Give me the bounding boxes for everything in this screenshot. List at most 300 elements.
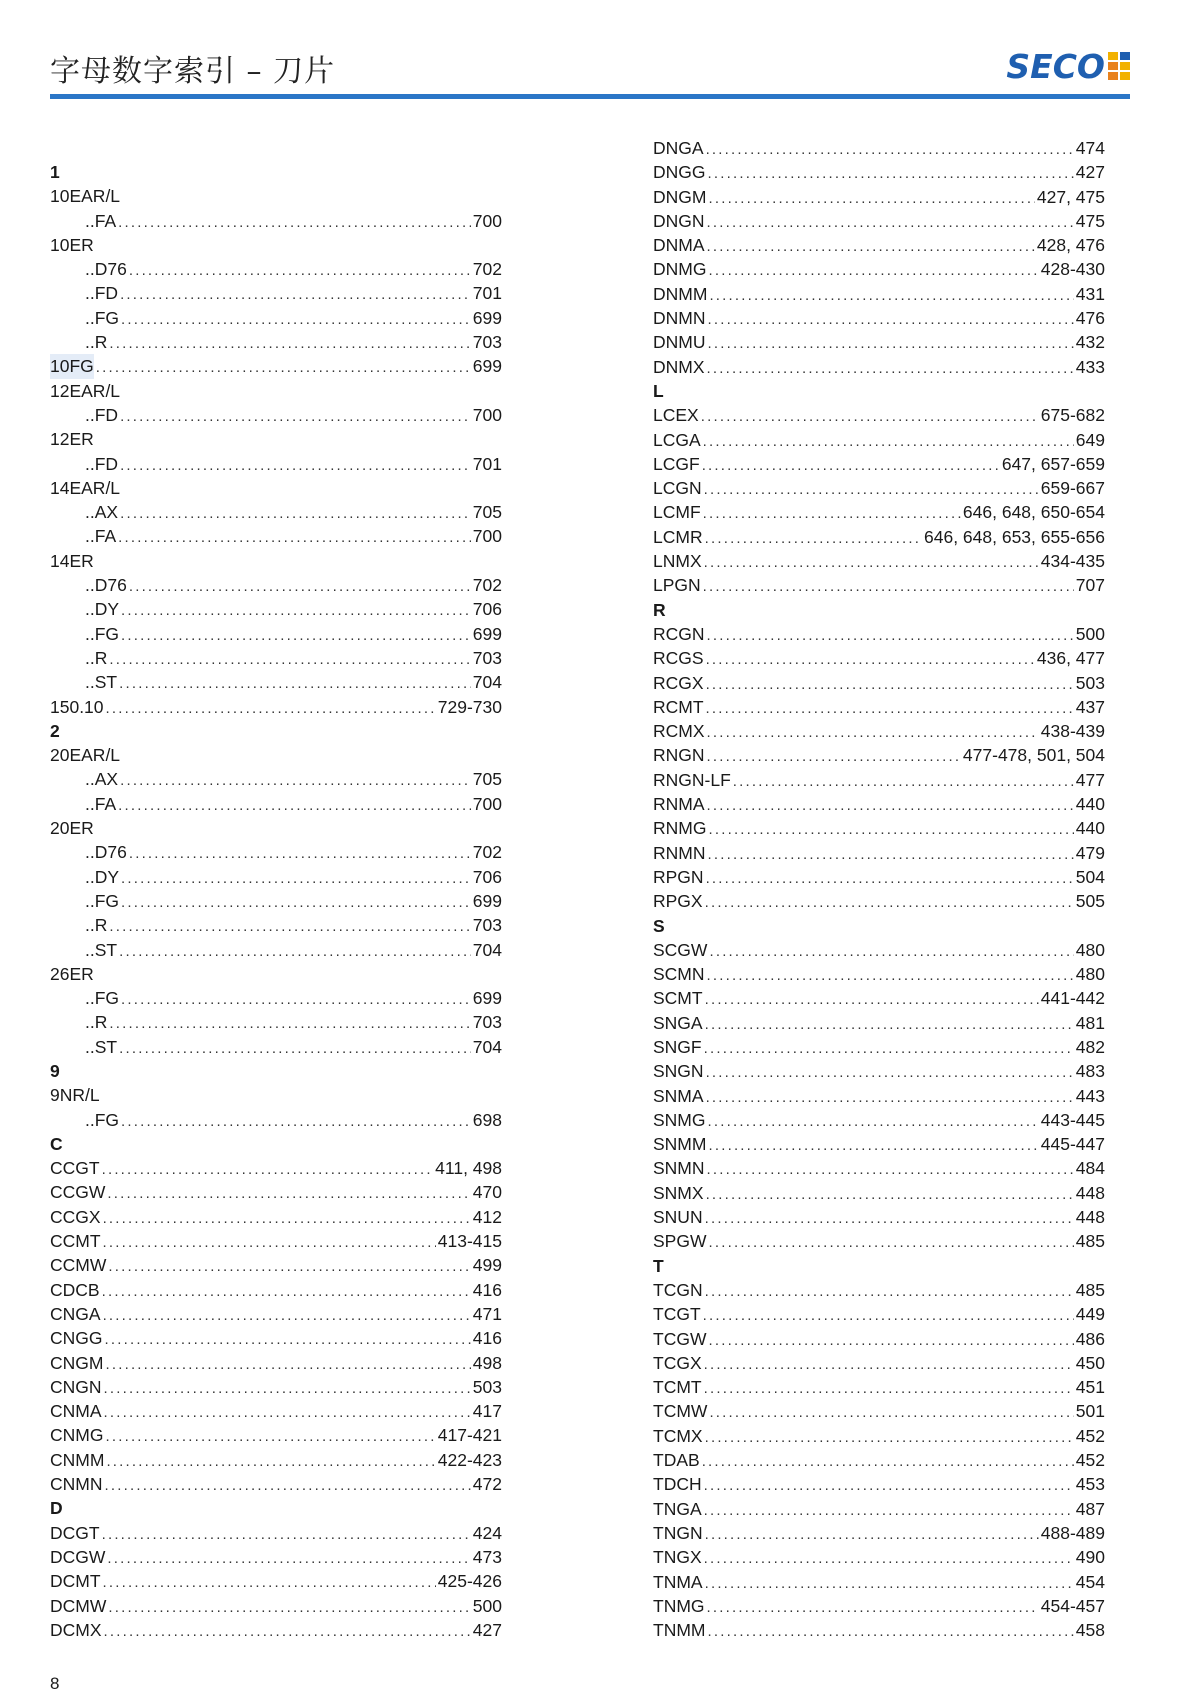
page-header [50, 40, 1130, 100]
entry-page-ref: 472 [472, 1474, 502, 1495]
index-group [50, 816, 502, 840]
entry-page-ref: 699 [472, 890, 502, 911]
logo-mark-icon [1108, 52, 1130, 80]
dot-leader [707, 721, 1039, 745]
dot-leader [706, 673, 1074, 697]
index-entry [653, 865, 1105, 889]
index-entry [50, 500, 502, 524]
entry-page-ref: 458 [1075, 1620, 1105, 1641]
entry-code: CCGW [50, 1182, 106, 1203]
entry-page-ref: 646, 648, 653, 655-656 [924, 526, 1105, 547]
index-group [50, 379, 502, 403]
entry-code: DNMM [653, 283, 708, 304]
entry-code: 1 [50, 162, 60, 182]
entry-page-ref: 700 [472, 526, 502, 547]
dot-leader [707, 964, 1074, 988]
entry-code: DNGA [653, 138, 704, 158]
index-group [50, 549, 502, 573]
dot-leader [709, 284, 1073, 308]
dot-leader [708, 308, 1074, 332]
dot-leader [121, 308, 471, 332]
entry-page-ref: 707 [1075, 575, 1105, 596]
entry-code: DNMA [653, 235, 705, 256]
index-entry [50, 1302, 502, 1326]
index-entry [653, 841, 1105, 865]
index-entry [50, 524, 502, 548]
dot-leader [120, 769, 471, 793]
entry-code: CCGX [50, 1206, 101, 1227]
entry-code: ..ST [85, 939, 118, 960]
dot-leader [702, 1450, 1074, 1474]
index-entry [50, 209, 502, 233]
index-entry [50, 1010, 502, 1034]
index-entry [653, 1181, 1105, 1205]
entry-code: 10FG [50, 354, 94, 378]
entry-page-ref: 432 [1075, 332, 1105, 353]
entry-code: TCGN [653, 1279, 703, 1300]
index-entry [653, 1472, 1105, 1496]
entry-page-ref: 503 [1075, 672, 1105, 693]
entry-code: ..FA [85, 210, 117, 231]
index-entry [653, 768, 1105, 792]
entry-code: SNGA [653, 1012, 703, 1033]
entry-code: 150.10 [50, 696, 104, 717]
index-entry [50, 889, 502, 913]
entry-code: ..R [85, 332, 108, 353]
entry-page-ref: 417-421 [437, 1425, 502, 1446]
index-entry [653, 1497, 1105, 1521]
index-entry [653, 1132, 1105, 1156]
section-letter [50, 1059, 502, 1083]
index-entry [50, 938, 502, 962]
dot-leader [109, 332, 470, 356]
index-entry [653, 1035, 1105, 1059]
dot-leader [129, 259, 471, 283]
entry-code: ..FD [85, 404, 119, 425]
index-entry [50, 1594, 502, 1618]
entry-page-ref: 437 [1075, 696, 1105, 717]
seco-logo [1006, 46, 1130, 86]
dot-leader [120, 405, 471, 429]
index-entry [653, 185, 1105, 209]
index-entry [653, 476, 1105, 500]
section-letter [653, 914, 1105, 938]
index-entry [50, 1545, 502, 1569]
entry-code: ..AX [85, 502, 119, 523]
dot-leader [105, 1353, 470, 1377]
entry-page-ref: 480 [1075, 939, 1105, 960]
dot-leader [118, 794, 471, 818]
index-entry [653, 428, 1105, 452]
entry-code: DNMG [653, 259, 707, 280]
dot-leader [102, 1523, 471, 1547]
entry-page-ref: 699 [472, 356, 502, 377]
entry-page-ref: 705 [472, 769, 502, 790]
entry-page-ref: 703 [472, 332, 502, 353]
index-group [50, 1083, 502, 1107]
entry-code: LCEX [653, 405, 699, 426]
dot-leader [708, 332, 1074, 356]
index-entry [653, 938, 1105, 962]
dot-leader [703, 575, 1074, 599]
entry-code: CCGT [50, 1158, 100, 1179]
dot-leader [129, 842, 471, 866]
entry-code: ..DY [85, 599, 120, 620]
index-entry [653, 330, 1105, 354]
entry-code: TNMM [653, 1620, 706, 1641]
entry-code: SNGF [653, 1036, 702, 1057]
entry-code: SPGW [653, 1231, 707, 1252]
entry-code: ..FA [85, 526, 117, 547]
index-entry [653, 1594, 1105, 1618]
entry-page-ref: 701 [472, 283, 502, 304]
dot-leader [705, 527, 922, 551]
entry-page-ref: 440 [1075, 794, 1105, 815]
entry-page-ref: 427 [1075, 162, 1105, 183]
dot-leader [107, 1547, 470, 1571]
dot-leader [120, 283, 471, 307]
entry-code: TNGN [653, 1522, 703, 1543]
entry-code: D [50, 1498, 63, 1519]
dot-leader [121, 599, 471, 623]
index-entry [50, 597, 502, 621]
dot-leader [103, 1231, 436, 1255]
index-entry [50, 452, 502, 476]
entry-page-ref: 704 [472, 939, 502, 960]
dot-leader [119, 940, 471, 964]
entry-code: SCGW [653, 939, 708, 960]
entry-code: C [50, 1133, 63, 1154]
index-entry [653, 1448, 1105, 1472]
index-entry [50, 1521, 502, 1545]
dot-leader [118, 211, 471, 235]
dot-leader [704, 1377, 1074, 1401]
entry-code: 10ER [50, 234, 94, 255]
index-entry [653, 743, 1105, 767]
index-entry [50, 865, 502, 889]
entry-code: SNGN [653, 1061, 704, 1082]
index-entry [50, 913, 502, 937]
index-entry [50, 354, 502, 378]
index-group [50, 184, 502, 208]
index-entry [653, 962, 1105, 986]
entry-page-ref: 500 [1075, 623, 1105, 644]
entry-page-ref: 443-445 [1040, 1109, 1105, 1130]
index-entry [653, 816, 1105, 840]
dot-leader [96, 356, 471, 380]
dot-leader [704, 1037, 1074, 1061]
entry-code: RCGN [653, 623, 705, 644]
dot-leader [707, 357, 1074, 381]
entry-page-ref: 706 [472, 866, 502, 887]
dot-leader [104, 1377, 471, 1401]
entry-code: CNGN [50, 1376, 102, 1397]
entry-code: ..ST [85, 1036, 118, 1057]
index-entry [653, 403, 1105, 427]
entry-page-ref: 488-489 [1040, 1522, 1105, 1543]
entry-page-ref: 490 [1075, 1547, 1105, 1568]
dot-leader [706, 1183, 1074, 1207]
entry-code: SNMA [653, 1085, 704, 1106]
entry-code: CNGM [50, 1352, 104, 1373]
index-entry [50, 1351, 502, 1375]
entry-code: DCMW [50, 1595, 107, 1616]
entry-page-ref: 471 [472, 1303, 502, 1324]
index-entry [653, 1327, 1105, 1351]
entry-page-ref: 503 [472, 1376, 502, 1397]
dot-leader [707, 794, 1074, 818]
entry-code: RNGN [653, 745, 705, 766]
dot-leader [102, 1280, 471, 1304]
entry-page-ref: 453 [1075, 1474, 1105, 1495]
entry-page-ref: 448 [1075, 1182, 1105, 1203]
entry-code: LPGN [653, 575, 701, 596]
entry-code: DCMT [50, 1571, 101, 1592]
index-entry [50, 1108, 502, 1132]
index-entry [50, 330, 502, 354]
dot-leader [705, 1572, 1074, 1596]
dot-leader [706, 867, 1074, 891]
dot-leader [708, 818, 1073, 842]
entry-page-ref: 700 [472, 793, 502, 814]
entry-code: TCMT [653, 1377, 702, 1398]
dot-leader [121, 891, 471, 915]
section-letter [653, 1254, 1105, 1278]
entry-page-ref: 434-435 [1040, 551, 1105, 572]
index-entry [653, 525, 1105, 549]
entry-page-ref: 699 [472, 988, 502, 1009]
entry-code: ..FG [85, 1109, 120, 1130]
dot-leader [108, 1255, 470, 1279]
index-entry [653, 355, 1105, 379]
entry-code: 14EAR/L [50, 477, 121, 498]
entry-page-ref: 473 [472, 1546, 502, 1567]
entry-page-ref: 433 [1075, 356, 1105, 377]
index-entry [50, 840, 502, 864]
entry-page-ref: 479 [1075, 842, 1105, 863]
entry-code: ..DY [85, 866, 120, 887]
dot-leader [121, 867, 471, 891]
entry-code: SNUN [653, 1207, 703, 1228]
dot-leader [707, 235, 1035, 259]
entry-code: DNMN [653, 308, 706, 329]
entry-code: CNMM [50, 1449, 105, 1470]
entry-code: TNGA [653, 1498, 702, 1519]
entry-page-ref: 649 [1075, 429, 1105, 450]
entry-code: DNMU [653, 332, 706, 353]
dot-leader [707, 1620, 1073, 1644]
index-entry [653, 1521, 1105, 1545]
entry-code: RCGS [653, 648, 704, 669]
entry-page-ref: 427 [472, 1619, 502, 1640]
entry-page-ref: 422-423 [437, 1449, 502, 1470]
dot-leader [106, 1450, 435, 1474]
index-group [50, 476, 502, 500]
dot-leader [119, 672, 471, 696]
entry-code: TNMG [653, 1595, 705, 1616]
index-entry [653, 573, 1105, 597]
entry-code: 26ER [50, 963, 94, 984]
entry-code: TDAB [653, 1450, 700, 1471]
dot-leader [703, 1304, 1074, 1328]
entry-code: 9NR/L [50, 1085, 100, 1106]
index-entry [653, 1229, 1105, 1253]
index-entry [653, 622, 1105, 646]
entry-code: LCMR [653, 526, 703, 547]
entry-page-ref: 659-667 [1040, 478, 1105, 499]
index-entry [50, 573, 502, 597]
dot-leader [107, 1182, 470, 1206]
entry-code: ..D76 [85, 575, 127, 596]
index-entry [653, 1084, 1105, 1108]
entry-page-ref: 476 [1075, 308, 1105, 329]
index-entry [653, 1156, 1105, 1180]
entry-code: 14ER [50, 550, 94, 571]
entry-code: CDCB [50, 1279, 100, 1300]
entry-page-ref: 445-447 [1040, 1134, 1105, 1155]
dot-leader [708, 1231, 1073, 1255]
index-entry [50, 1180, 502, 1204]
entry-page-ref: 436, 477 [1036, 648, 1105, 669]
entry-page-ref: 700 [472, 210, 502, 231]
dot-leader [705, 891, 1074, 915]
entry-code: LCGF [653, 453, 700, 474]
entry-page-ref: 704 [472, 672, 502, 693]
entry-code: 20ER [50, 818, 94, 839]
dot-leader [704, 478, 1039, 502]
entry-code: DNGG [653, 162, 706, 183]
index-entry [653, 719, 1105, 743]
entry-page-ref: 704 [472, 1036, 502, 1057]
entry-code: 12ER [50, 429, 94, 450]
entry-page-ref: 485 [1075, 1279, 1105, 1300]
dot-leader [701, 405, 1039, 429]
index-entry [653, 1618, 1105, 1642]
dot-leader [121, 1110, 471, 1134]
dot-leader [120, 502, 471, 526]
entry-code: TDCH [653, 1474, 702, 1495]
entry-page-ref: 425-426 [437, 1571, 502, 1592]
index-group [50, 962, 502, 986]
entry-page-ref: 700 [472, 404, 502, 425]
page-title: 字母数字索引 – 刀片 [50, 54, 336, 89]
section-letter [653, 598, 1105, 622]
dot-leader [705, 1280, 1074, 1304]
dot-leader [121, 988, 471, 1012]
entry-code: TCGX [653, 1352, 702, 1373]
dot-leader [129, 575, 471, 599]
dot-leader [103, 1571, 436, 1595]
dot-leader [709, 1401, 1073, 1425]
index-entry [653, 1570, 1105, 1594]
entry-page-ref: 443 [1075, 1085, 1105, 1106]
entry-code: DNMX [653, 356, 705, 377]
entry-code: CCMT [50, 1231, 101, 1252]
entry-page-ref: 698 [472, 1109, 502, 1130]
entry-code: LCGA [653, 429, 701, 450]
dot-leader [104, 1620, 471, 1644]
index-entry [50, 1399, 502, 1423]
dot-leader [706, 138, 1074, 162]
dot-leader [706, 648, 1035, 672]
index-entry [50, 306, 502, 330]
index-entry [50, 695, 502, 719]
entry-page-ref: 448 [1075, 1207, 1105, 1228]
dot-leader [705, 988, 1039, 1012]
entry-page-ref: 483 [1075, 1061, 1105, 1082]
index-entry [50, 767, 502, 791]
entry-code: ..FG [85, 307, 120, 328]
index-entry [50, 1035, 502, 1059]
entry-page-ref: 702 [472, 575, 502, 596]
dot-leader [704, 1547, 1074, 1571]
entry-code: TCGT [653, 1304, 701, 1325]
entry-page-ref: 428-430 [1040, 259, 1105, 280]
index-entry [653, 257, 1105, 281]
entry-page-ref: 702 [472, 259, 502, 280]
dot-leader [103, 1207, 471, 1231]
entry-code: TNGX [653, 1547, 702, 1568]
entry-code: T [653, 1255, 664, 1276]
dot-leader [706, 697, 1074, 721]
page-number: 8 [50, 1674, 60, 1693]
index-entry [653, 889, 1105, 913]
logo-text: SECO [1006, 46, 1105, 86]
entry-page-ref: 702 [472, 842, 502, 863]
index-entry [653, 1399, 1105, 1423]
index-entry [653, 695, 1105, 719]
index-entry [653, 549, 1105, 573]
entry-code: DCMX [50, 1619, 102, 1640]
entry-code: 2 [50, 720, 60, 741]
entry-page-ref: 703 [472, 915, 502, 936]
dot-leader [104, 1401, 471, 1425]
index-entry [653, 1059, 1105, 1083]
dot-leader [106, 697, 436, 721]
entry-page-ref: 454-457 [1040, 1595, 1105, 1616]
entry-page-ref: 485 [1075, 1231, 1105, 1252]
section-letter [653, 379, 1105, 403]
index-entry [50, 1569, 502, 1593]
dot-leader [707, 745, 961, 769]
index-group [50, 233, 502, 257]
index-entry [50, 670, 502, 694]
entry-page-ref: 470 [472, 1182, 502, 1203]
index-entry [50, 1326, 502, 1350]
entry-page-ref: 480 [1075, 964, 1105, 985]
index-entry [653, 1424, 1105, 1448]
index-entry [653, 233, 1105, 257]
entry-page-ref: 427, 475 [1036, 186, 1105, 207]
dot-leader [704, 1474, 1074, 1498]
index-entry [653, 792, 1105, 816]
entry-page-ref: 441-442 [1040, 988, 1105, 1009]
entry-code: SNMG [653, 1109, 706, 1130]
entry-page-ref: 475 [1075, 210, 1105, 231]
dot-leader [704, 1499, 1074, 1523]
entry-code: ..AX [85, 769, 119, 790]
entry-code: RNMA [653, 794, 705, 815]
index-entry [653, 160, 1105, 184]
entry-page-ref: 431 [1075, 283, 1105, 304]
index-entry [653, 209, 1105, 233]
entry-code: RCMT [653, 696, 704, 717]
entry-code: TCGW [653, 1328, 707, 1349]
entry-code: SNMN [653, 1158, 705, 1179]
entry-code: 9 [50, 1060, 60, 1081]
index-entry [653, 1011, 1105, 1035]
entry-code: TCMX [653, 1425, 703, 1446]
